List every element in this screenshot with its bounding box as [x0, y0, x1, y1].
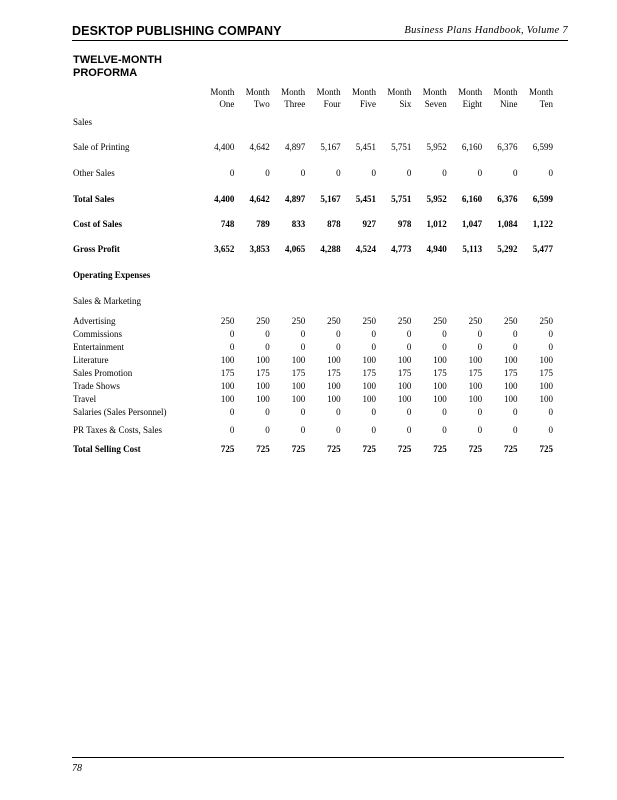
table-row — [73, 186, 553, 212]
cell-value: 6,160 — [461, 194, 483, 204]
cell-value: 5,451 — [355, 142, 376, 152]
cell-value: 1,047 — [461, 219, 483, 229]
cell-value: 878 — [327, 219, 341, 229]
cell-value — [305, 110, 340, 134]
title-line-2: PROFORMA — [73, 67, 138, 79]
cell-value — [341, 262, 376, 288]
row-label: Other Sales — [73, 168, 115, 178]
cell-value: 0 — [300, 168, 306, 178]
cell-value: 5,952 — [426, 142, 447, 152]
cell-value: 250 — [327, 315, 341, 326]
cell-value: 175 — [256, 367, 270, 378]
cell-value: 100 — [539, 354, 553, 365]
cell-value: 100 — [291, 354, 306, 365]
cell-value: 175 — [468, 367, 483, 378]
column-header-number: Four — [323, 99, 341, 109]
cell-value — [341, 110, 376, 134]
cell-value: 100 — [539, 393, 553, 404]
table-row — [73, 405, 553, 418]
row-label: Trade Shows — [73, 380, 120, 391]
column-header-number: One — [219, 99, 235, 109]
cell-value: 0 — [406, 425, 412, 435]
cell-value: 0 — [265, 341, 270, 352]
column-header-row — [73, 86, 553, 98]
cell-value: 6,160 — [461, 142, 483, 152]
column-header-month: Month — [528, 87, 553, 97]
cell-value: 4,065 — [284, 244, 306, 254]
cell-value: 0 — [548, 341, 553, 352]
cell-value: 0 — [406, 406, 412, 417]
cell-value: 100 — [256, 380, 270, 391]
handbook-title: Business Plans Handbook, Volume 7 — [404, 25, 568, 36]
cell-value: 100 — [468, 393, 483, 404]
cell-value: 4,524 — [355, 244, 376, 254]
cell-value: 250 — [362, 315, 376, 326]
cell-value: 0 — [336, 168, 341, 178]
proforma-table — [73, 86, 553, 456]
cell-value: 100 — [397, 354, 412, 365]
cell-value: 3,853 — [249, 244, 270, 254]
cell-value: 0 — [371, 425, 376, 435]
cell-value — [199, 110, 234, 134]
column-header-month: Month — [422, 87, 447, 97]
cell-value: 5,292 — [497, 244, 518, 254]
table-row — [73, 134, 553, 160]
cell-value: 0 — [442, 328, 447, 339]
cell-value: 175 — [291, 367, 306, 378]
cell-value: 0 — [477, 341, 483, 352]
cell-value: 4,288 — [320, 244, 341, 254]
cell-value: 250 — [539, 315, 553, 326]
cell-value: 725 — [433, 444, 447, 454]
proforma-title — [73, 54, 162, 80]
cell-value — [447, 288, 482, 314]
cell-value — [518, 262, 553, 288]
row-label: Literature — [73, 354, 109, 365]
cell-value: 100 — [468, 380, 483, 391]
row-label: Total Sales — [73, 194, 115, 204]
table-row — [73, 236, 553, 262]
company-name: DESKTOP PUBLISHING COMPANY — [72, 24, 282, 38]
cell-value: 6,376 — [497, 142, 518, 152]
cell-value: 100 — [362, 393, 376, 404]
row-label: Gross Profit — [73, 244, 120, 254]
cell-value: 0 — [548, 328, 553, 339]
cell-value: 100 — [327, 380, 341, 391]
cell-value: 4,642 — [249, 194, 270, 204]
cell-value: 175 — [220, 367, 235, 378]
cell-value: 725 — [362, 444, 376, 454]
cell-value: 725 — [291, 444, 306, 454]
cell-value: 175 — [539, 367, 553, 378]
cell-value: 833 — [291, 219, 306, 229]
cell-value: 3,652 — [214, 244, 235, 254]
cell-value: 6,376 — [497, 194, 518, 204]
column-header-month: Month — [458, 87, 483, 97]
cell-value: 100 — [220, 380, 235, 391]
cell-value: 0 — [371, 168, 376, 178]
cell-value: 0 — [300, 425, 306, 435]
cell-value: 0 — [406, 341, 412, 352]
cell-value: 100 — [362, 380, 376, 391]
cell-value: 5,751 — [391, 142, 412, 152]
cell-value: 250 — [433, 315, 447, 326]
cell-value: 100 — [433, 380, 447, 391]
cell-value: 100 — [504, 393, 518, 404]
cell-value: 725 — [220, 444, 235, 454]
cell-value — [305, 288, 340, 314]
cell-value: 6,599 — [532, 194, 553, 204]
cell-value: 0 — [442, 168, 447, 178]
cell-value: 1,012 — [426, 219, 447, 229]
column-header-month: Month — [316, 87, 341, 97]
table-row — [73, 353, 553, 366]
cell-value: 100 — [433, 393, 447, 404]
page-number: 78 — [72, 763, 82, 774]
cell-value — [482, 288, 517, 314]
cell-value: 0 — [442, 341, 447, 352]
cell-value — [234, 288, 269, 314]
cell-value: 175 — [362, 367, 376, 378]
cell-value: 0 — [548, 168, 553, 178]
cell-value: 0 — [265, 425, 270, 435]
cell-value — [518, 288, 553, 314]
column-header-month: Month — [387, 87, 412, 97]
cell-value: 100 — [468, 354, 483, 365]
cell-value: 0 — [513, 406, 518, 417]
cell-value — [447, 110, 482, 134]
cell-value: 250 — [256, 315, 270, 326]
cell-value — [199, 288, 234, 314]
cell-value: 250 — [468, 315, 483, 326]
column-header-number: Three — [284, 99, 306, 109]
cell-value: 748 — [220, 219, 235, 229]
cell-value: 100 — [291, 393, 306, 404]
cell-value: 100 — [291, 380, 306, 391]
cell-value — [411, 262, 446, 288]
cell-value: 4,897 — [284, 194, 306, 204]
cell-value — [376, 262, 411, 288]
cell-value: 927 — [362, 219, 376, 229]
cell-value: 725 — [397, 444, 412, 454]
row-label: Sales Promotion — [73, 367, 133, 378]
cell-value — [376, 110, 411, 134]
cell-value: 100 — [504, 380, 518, 391]
cell-value: 175 — [504, 367, 518, 378]
row-label: Entertainment — [73, 341, 124, 352]
column-header-number: Six — [399, 99, 412, 109]
cell-value: 0 — [300, 406, 306, 417]
table-row — [73, 418, 553, 442]
cell-value — [270, 110, 305, 134]
column-header-number: Eight — [462, 99, 483, 109]
table-row — [73, 212, 553, 236]
cell-value: 0 — [371, 406, 376, 417]
cell-value — [270, 288, 305, 314]
column-header-month: Month — [351, 87, 376, 97]
cell-value: 1,084 — [497, 219, 518, 229]
cell-value: 0 — [477, 168, 483, 178]
cell-value: 5,113 — [462, 244, 483, 254]
section-row — [73, 288, 553, 314]
section-row — [73, 262, 553, 288]
cell-value: 0 — [336, 341, 341, 352]
cell-value: 0 — [548, 425, 553, 435]
table-row — [73, 327, 553, 340]
cell-value — [447, 262, 482, 288]
row-label: Sale of Printing — [73, 142, 130, 152]
cell-value: 250 — [504, 315, 518, 326]
cell-value: 0 — [336, 328, 341, 339]
cell-value: 4,400 — [214, 142, 235, 152]
cell-value: 978 — [397, 219, 412, 229]
cell-value: 100 — [504, 354, 518, 365]
column-header-month: Month — [245, 87, 270, 97]
cell-value: 100 — [397, 393, 412, 404]
cell-value — [376, 288, 411, 314]
cell-value: 0 — [477, 406, 483, 417]
row-label: Travel — [73, 393, 97, 404]
cell-value: 0 — [229, 328, 235, 339]
cell-value — [482, 110, 517, 134]
column-header-number: Two — [253, 99, 270, 109]
cell-value: 0 — [371, 328, 376, 339]
cell-value: 0 — [229, 168, 235, 178]
cell-value: 5,451 — [355, 194, 376, 204]
cell-value: 6,599 — [532, 142, 553, 152]
cell-value: 5,952 — [426, 194, 447, 204]
cell-value: 725 — [468, 444, 483, 454]
cell-value: 100 — [362, 354, 376, 365]
table-row — [73, 340, 553, 353]
cell-value: 0 — [265, 328, 270, 339]
cell-value: 0 — [513, 168, 518, 178]
column-header-number: Seven — [424, 99, 447, 109]
cell-value: 725 — [256, 444, 270, 454]
column-header-month: Month — [493, 87, 518, 97]
cell-value: 0 — [442, 406, 447, 417]
column-header-number: Ten — [539, 99, 553, 109]
table-row — [73, 442, 553, 456]
cell-value: 0 — [548, 406, 553, 417]
cell-value — [270, 262, 305, 288]
column-header-month: Month — [210, 87, 235, 97]
cell-value — [234, 110, 269, 134]
page-header — [72, 22, 568, 41]
cell-value: 4,773 — [391, 244, 412, 254]
table-row — [73, 366, 553, 379]
cell-value: 100 — [327, 354, 341, 365]
cell-value: 0 — [513, 328, 518, 339]
column-header-number: Five — [359, 99, 376, 109]
cell-value: 250 — [220, 315, 235, 326]
row-label: Total Selling Cost — [73, 444, 141, 454]
row-label: Sales — [73, 117, 92, 127]
column-header-number: Nine — [500, 99, 518, 109]
row-label: PR Taxes & Costs, Sales — [73, 425, 162, 435]
title-line-1: TWELVE-MONTH — [73, 54, 163, 66]
cell-value: 5,477 — [532, 244, 553, 254]
cell-value: 0 — [477, 328, 483, 339]
table-row — [73, 160, 553, 186]
cell-value: 0 — [229, 406, 235, 417]
cell-value — [518, 110, 553, 134]
cell-value: 4,400 — [214, 194, 235, 204]
row-label: Salaries (Sales Personnel) — [73, 406, 167, 417]
column-header-row — [73, 98, 553, 110]
cell-value: 250 — [291, 315, 306, 326]
cell-value: 0 — [300, 341, 306, 352]
cell-value: 0 — [229, 341, 235, 352]
cell-value: 175 — [327, 367, 341, 378]
cell-value: 0 — [371, 341, 376, 352]
cell-value: 100 — [256, 354, 270, 365]
cell-value: 0 — [229, 425, 235, 435]
section-row — [73, 110, 553, 134]
cell-value: 0 — [442, 425, 447, 435]
cell-value: 0 — [336, 406, 341, 417]
cell-value — [482, 262, 517, 288]
row-label: Advertising — [73, 315, 116, 326]
table-row — [73, 392, 553, 405]
table-row — [73, 314, 553, 327]
cell-value: 1,122 — [532, 219, 553, 229]
cell-value: 725 — [504, 444, 518, 454]
cell-value: 0 — [513, 341, 518, 352]
cell-value: 789 — [256, 219, 270, 229]
cell-value: 100 — [220, 354, 235, 365]
cell-value: 725 — [327, 444, 341, 454]
cell-value: 100 — [539, 380, 553, 391]
cell-value: 175 — [433, 367, 447, 378]
row-label: Sales & Marketing — [73, 296, 141, 306]
cell-value: 5,167 — [320, 194, 341, 204]
cell-value: 725 — [539, 444, 553, 454]
cell-value: 175 — [397, 367, 412, 378]
footer-rule — [72, 757, 564, 758]
cell-value: 0 — [477, 425, 483, 435]
row-label: Commissions — [73, 328, 123, 339]
cell-value — [305, 262, 340, 288]
cell-value: 100 — [327, 393, 341, 404]
cell-value: 4,897 — [284, 142, 306, 152]
cell-value: 0 — [406, 328, 412, 339]
cell-value: 100 — [433, 354, 447, 365]
cell-value: 0 — [300, 328, 306, 339]
cell-value: 5,167 — [320, 142, 341, 152]
row-label: Operating Expenses — [73, 270, 151, 280]
cell-value: 100 — [397, 380, 412, 391]
column-header-month: Month — [281, 87, 306, 97]
cell-value — [234, 262, 269, 288]
cell-value: 100 — [220, 393, 235, 404]
cell-value: 4,940 — [426, 244, 447, 254]
cell-value: 5,751 — [391, 194, 412, 204]
cell-value — [411, 110, 446, 134]
cell-value: 0 — [513, 425, 518, 435]
cell-value — [199, 262, 234, 288]
cell-value: 100 — [256, 393, 270, 404]
table-row — [73, 379, 553, 392]
cell-value: 0 — [406, 168, 412, 178]
cell-value — [341, 288, 376, 314]
cell-value: 4,642 — [249, 142, 270, 152]
cell-value: 0 — [265, 168, 270, 178]
cell-value — [411, 288, 446, 314]
row-label: Cost of Sales — [73, 219, 122, 229]
cell-value: 0 — [336, 425, 341, 435]
cell-value: 250 — [397, 315, 412, 326]
cell-value: 0 — [265, 406, 270, 417]
